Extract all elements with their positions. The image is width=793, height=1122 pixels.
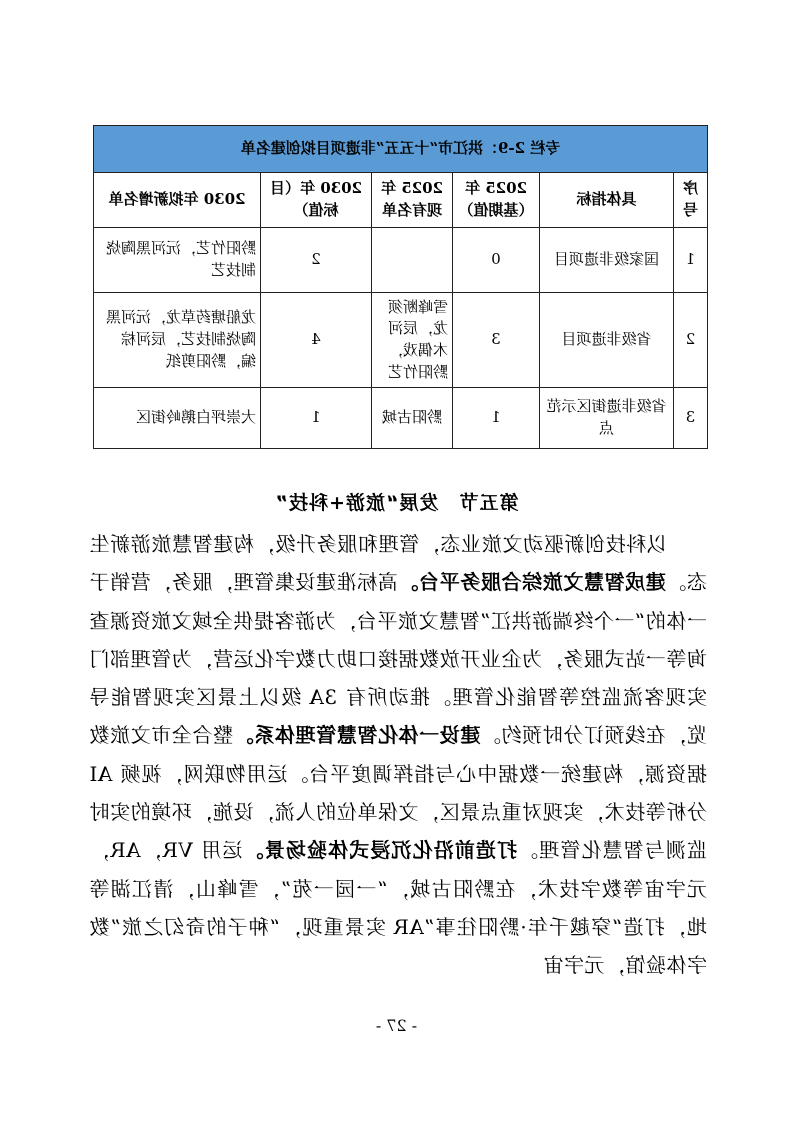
- body-paragraph: [89, 525, 707, 985]
- table-cell: 2: [261, 228, 372, 293]
- paragraph-text: 运用 VR，AR，元宇宙等数字技术，在黔阳古城，“一园一苑”，雪峰山，清江湖等地，打造“穿越千年·黔阳往事”AR 实景重现，“种子的奇幻之旅”数字体验馆，元宇宙: [89, 838, 707, 978]
- table-row: [94, 388, 708, 449]
- table-row: [94, 228, 708, 293]
- paragraph-text: 整合全市文旅数据资源，构建统一数据中心与指挥调度平台。运用物联网，视频 AI 分析等技术，实现对重点景区，文保单位的人流，设施，环境的实时监测与智慧化管理。: [88, 723, 707, 863]
- table-cell: 龙船塘药草龙，沅河黑陶烧制技艺，辰河棕编，黔阳剪纸: [94, 293, 261, 388]
- col-header-2025-list: 2025 年现有名单: [372, 173, 453, 228]
- paragraph-bold-text: 建成智慧文旅综合服务平台。: [397, 570, 666, 595]
- col-header-indicator: 具体指标: [540, 173, 674, 228]
- table-row: [94, 293, 708, 388]
- paragraph-bold-text: 打造前沿化沉浸式体验场景。: [242, 838, 517, 863]
- col-header-index: 序号: [674, 173, 708, 228]
- table-caption: 专栏 2-9：洪江市“十五五”非遗项目拟创建名单: [94, 126, 708, 173]
- table-cell: 1: [453, 388, 540, 449]
- paragraph-text: 以科技创新驱动文旅业态，管理和服务升级，构建智慧旅游新生态。: [89, 532, 707, 595]
- project-table: [93, 125, 708, 449]
- table-cell: 黔阳古城: [372, 388, 453, 449]
- table-cell: 4: [261, 293, 372, 388]
- table-cell: 省级非遗项目: [540, 293, 674, 388]
- page-number: - 27 -: [375, 1016, 418, 1035]
- table-cell: 大崇坪白鹅岭街区: [94, 388, 261, 449]
- table-cell: 省级非遗街区示范点: [540, 388, 674, 449]
- table-cell: 雪峰断须龙，辰河木偶戏，黔阳竹艺: [372, 293, 453, 388]
- table-cell: 国家级非遗项目: [540, 228, 674, 293]
- table-cell: 3: [453, 293, 540, 388]
- table-header-row: [94, 173, 708, 228]
- table-cell: 2: [674, 293, 708, 388]
- section-title: 第五节 发展“旅游+科技”: [274, 492, 519, 514]
- table-cell: 0: [453, 228, 540, 293]
- table-cell: [372, 228, 453, 293]
- col-header-2030-target: 2030 年（目标值）: [261, 173, 372, 228]
- table-cell: 1: [674, 228, 708, 293]
- paragraph-text: 高标准建设集管理，服务，营销于一体的“一个终端游洪江”智慧文旅平台，为游客提供全域文旅资源查询等一站式服务，为企业开放数据接口助力数字化运营，为管理部门实现客流监控等智能化管理。推动所有 3A 级以上景区实现智能导览，在线预订分时预约。: [88, 570, 707, 748]
- table-cell: 1: [261, 388, 372, 449]
- col-header-2025-base: 2025 年（基期值）: [453, 173, 540, 228]
- paragraph-bold-text: 建设一体化智慧管理体系。: [233, 723, 481, 748]
- table-cell: 黔阳竹艺，沅河黑陶烧制技艺: [94, 228, 261, 293]
- table-cell: 3: [674, 388, 708, 449]
- col-header-2030-new: 2030 年拟新增名单: [94, 173, 261, 228]
